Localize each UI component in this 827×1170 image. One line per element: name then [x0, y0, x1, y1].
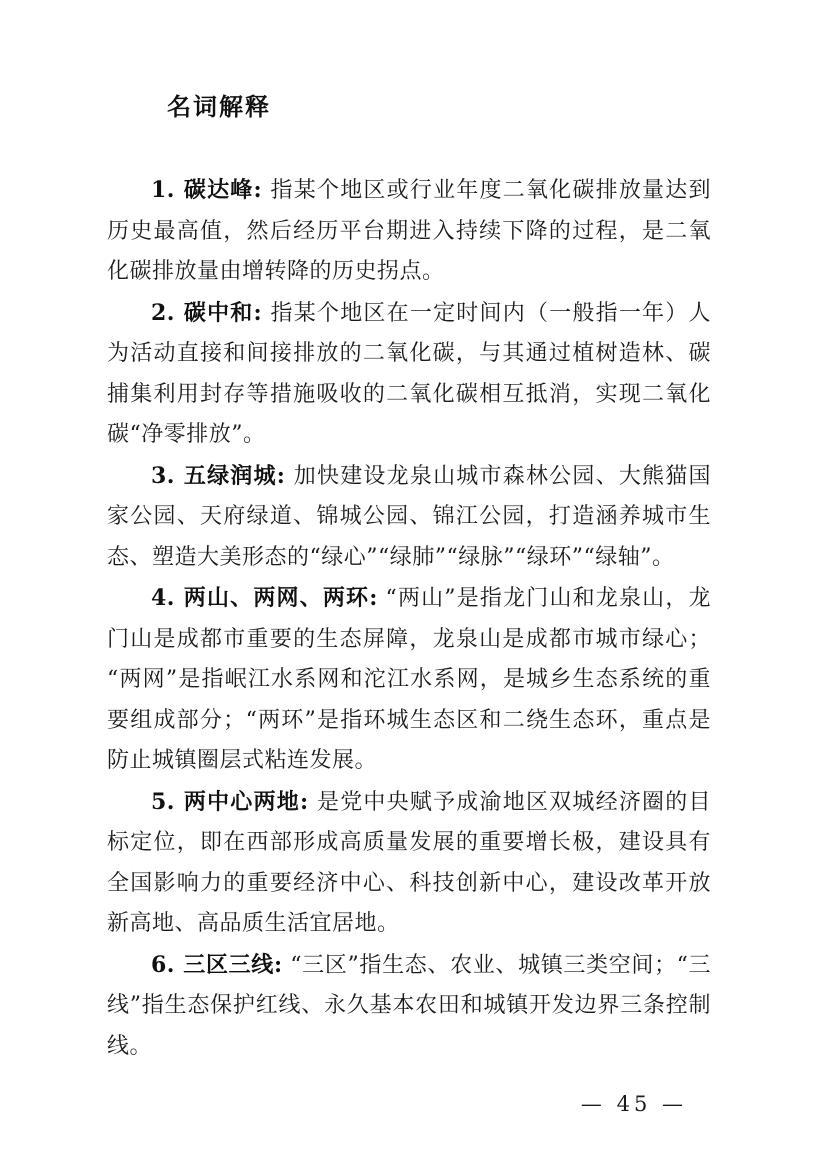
term-label-3: 3. 五绿润城: [151, 462, 286, 489]
term-paragraph-3 [107, 456, 711, 579]
term-label-6: 6. 三区三线: [151, 951, 283, 978]
term-label-1: 1. 碳达峰: [151, 177, 263, 203]
term-label-4: 4. 两山、两网、两环: [151, 585, 378, 611]
term-definition-1: 指某个地区或行业年度二氧化碳排放量达到历史最高值，然后经历平台期进入持续下降的过程，是二氧化碳排放量由增转降的历史拐点。 [107, 178, 711, 284]
page-number: — 45 — [580, 1092, 687, 1116]
term-definition-4: “两山”是指龙门山和龙泉山，龙门山是成都市重要的生态屏障，龙泉山是成都市城市绿心；“两网”是指岷江水系网和沱江水系网，是城乡生态系统的重要组成部分；“两环”是指环城生态区和二绕生态环，重点是防止城镇圈层式粘连发展。 [107, 586, 711, 773]
term-paragraph-6 [107, 945, 711, 1068]
term-paragraph-4 [107, 578, 711, 782]
term-paragraph-2 [107, 293, 711, 456]
page-title: 名词解释 [167, 93, 271, 121]
term-paragraph-1 [107, 170, 711, 293]
term-label-5: 5. 两中心两地: [151, 788, 309, 815]
term-definition-3: 加快建设龙泉山城市森林公园、大熊猫国家公园、天府绿道、锦城公园、锦江公园，打造涵养城市生态、塑造大美形态的“绿心”“绿肺”“绿脉”“绿环”“绿轴”。 [107, 463, 711, 570]
term-paragraph-5 [107, 782, 711, 945]
document-content [107, 92, 711, 1067]
term-definition-2: 指某个地区在一定时间内（一般指一年）人为活动直接和间接排放的二氧化碳，与其通过植树造林、碳捕集利用封存等措施吸收的二氧化碳相互抵消，实现二氧化碳“净零排放”。 [107, 300, 711, 447]
term-definition-6: “三区”指生态、农业、城镇三类空间；“三线”指生态保护红线、永久基本农田和城镇开发边界三条控制线。 [107, 952, 711, 1059]
term-definition-5: 是党中央赋予成渝地区双城经济圈的目标定位，即在西部形成高质量发展的重要增长极，建设具有全国影响力的重要经济中心、科技创新中心，建设改革开放新高地、高品质生活宜居地。 [107, 789, 711, 936]
term-label-2: 2. 碳中和: [151, 299, 263, 326]
